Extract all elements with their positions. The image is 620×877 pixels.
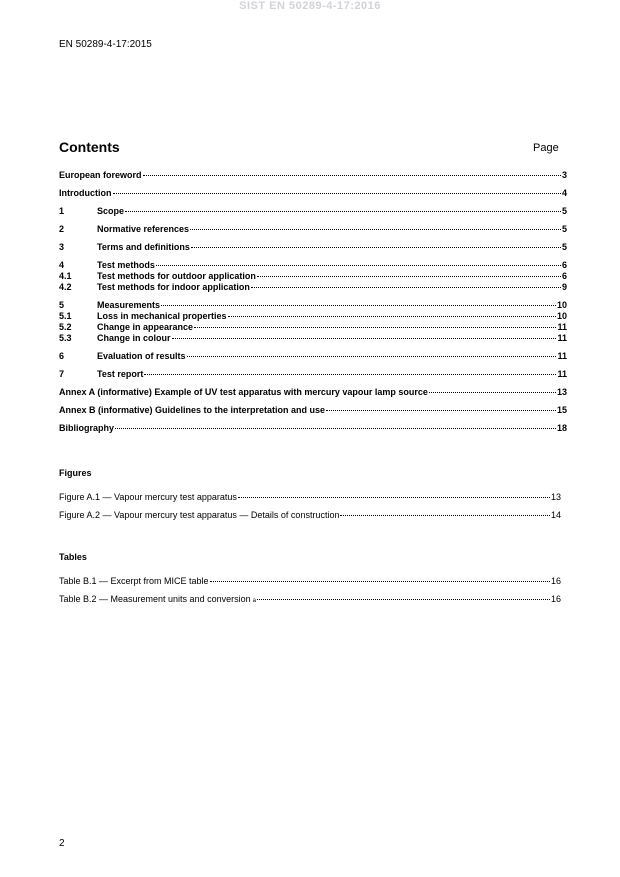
toc-entry-title: Test methods [97,260,155,270]
figures-entry-title: Figure A.1 — Vapour mercury test apparatus [59,492,237,502]
toc-entry-number: 4.2 [59,282,72,292]
tables-entry-superscript: a [252,598,256,604]
toc-entry-number: 7 [59,369,65,379]
tables-list [59,576,561,614]
toc-entry[interactable] [59,282,567,293]
toc-entry-number: 5 [59,300,65,310]
dot-leader [340,514,550,516]
toc-entry-number: 1 [59,206,65,216]
toc-entry-title: Test methods for indoor application [97,282,250,292]
tables-entry-title: Table B.2 — Measurement units and conversion [59,594,251,604]
dot-leader [172,337,557,339]
document-reference: EN 50289-4-17:2015 [59,39,152,50]
figures-list [59,492,561,528]
figures-entry-page: 14 [550,510,561,520]
toc-entry[interactable] [59,423,567,434]
toc-entry-title: European foreword [59,170,142,180]
dot-leader [210,580,550,582]
toc-entry-title: Normative references [97,224,190,234]
dot-leader [228,315,556,317]
toc-entry-number: 4 [59,260,65,270]
toc-entry-number: 3 [59,242,65,252]
toc-entry-title: Evaluation of results [97,351,186,361]
dot-leader [187,355,557,357]
toc-entry-page: 11 [557,351,567,361]
toc-entry-page: 11 [557,369,567,379]
dot-leader [257,275,561,277]
table-of-contents [59,170,567,434]
dot-leader [191,246,561,248]
toc-entry-page: 4 [561,188,567,198]
toc-entry-title: Change in appearance [97,322,194,332]
dot-leader [190,228,561,230]
toc-entry[interactable] [59,405,567,416]
watermark: SIST EN 50289-4-17:2016 [239,0,381,12]
toc-entry-title: Annex A (informative) Example of UV test apparatus with mercury vapour lamp source [59,387,428,397]
dot-leader [251,286,561,288]
toc-entry-page: 13 [556,387,567,397]
toc-entry-title: Annex B (informative) Guidelines to the interpretation and use [59,405,326,415]
toc-entry-number: 4.1 [59,271,72,281]
toc-entry[interactable] [59,271,567,282]
toc-entry-title: Measurements [97,300,161,310]
toc-entry[interactable] [59,300,567,311]
toc-entry-page: 5 [561,224,567,234]
figures-entry-page: 13 [550,492,561,502]
toc-entry-page: 18 [556,423,567,433]
toc-entry-number: 5.1 [59,311,72,321]
toc-entry-number: 5.2 [59,322,72,332]
figures-entry-title: Figure A.2 — Vapour mercury test apparatus — Details of construction [59,510,340,520]
tables-entry[interactable] [59,594,561,607]
contents-title: Contents [59,139,120,155]
dot-leader [257,598,550,600]
page-column-label: Page [533,142,559,154]
toc-entry[interactable] [59,170,567,181]
toc-entry[interactable] [59,311,567,322]
toc-entry-title: Test report [97,369,144,379]
toc-entry[interactable] [59,206,567,217]
toc-entry-page: 5 [561,206,567,216]
toc-entry[interactable] [59,387,567,398]
dot-leader [143,174,561,176]
tables-entry-page: 16 [550,594,561,604]
tables-entry-title: Table B.1 — Excerpt from MICE table [59,576,209,586]
tables-entry[interactable] [59,576,561,587]
figures-entry[interactable] [59,510,561,521]
dot-leader [238,496,550,498]
toc-entry-title: Bibliography [59,423,115,433]
toc-entry-page: 6 [561,260,567,270]
toc-entry[interactable] [59,351,567,362]
dot-leader [156,264,561,266]
tables-heading: Tables [59,552,87,562]
toc-entry-page: 11 [557,333,567,343]
page-number: 2 [59,838,65,849]
toc-entry-title: Scope [97,206,125,216]
toc-entry-page: 10 [556,300,567,310]
tables-entry-page: 16 [550,576,561,586]
toc-entry-title: Terms and definitions [97,242,190,252]
toc-entry[interactable] [59,260,567,271]
toc-entry[interactable] [59,224,567,235]
toc-entry[interactable] [59,322,567,333]
toc-entry-page: 3 [561,170,567,180]
dot-leader [125,210,561,212]
toc-entry-title: Change in colour [97,333,171,343]
dot-leader [113,192,561,194]
toc-entry[interactable] [59,333,567,344]
dot-leader [115,427,556,429]
toc-entry-title: Loss in mechanical properties [97,311,227,321]
dot-leader [326,409,556,411]
dot-leader [429,391,556,393]
toc-entry-number: 5.3 [59,333,72,343]
toc-entry-page: 15 [556,405,567,415]
toc-entry-title: Introduction [59,188,112,198]
dot-leader [194,326,556,328]
toc-entry[interactable] [59,188,567,199]
toc-entry[interactable] [59,369,567,380]
toc-entry-title: Test methods for outdoor application [97,271,256,281]
toc-entry-page: 11 [557,322,567,332]
toc-entry-page: 6 [561,271,567,281]
toc-entry-number: 2 [59,224,65,234]
toc-entry-page: 9 [561,282,567,292]
figures-heading: Figures [59,468,92,478]
toc-entry-page: 10 [556,311,567,321]
toc-entry[interactable] [59,242,567,253]
dot-leader [161,304,556,306]
toc-entry-number: 6 [59,351,65,361]
toc-entry-page: 5 [561,242,567,252]
figures-entry[interactable] [59,492,561,503]
dot-leader [144,373,556,375]
